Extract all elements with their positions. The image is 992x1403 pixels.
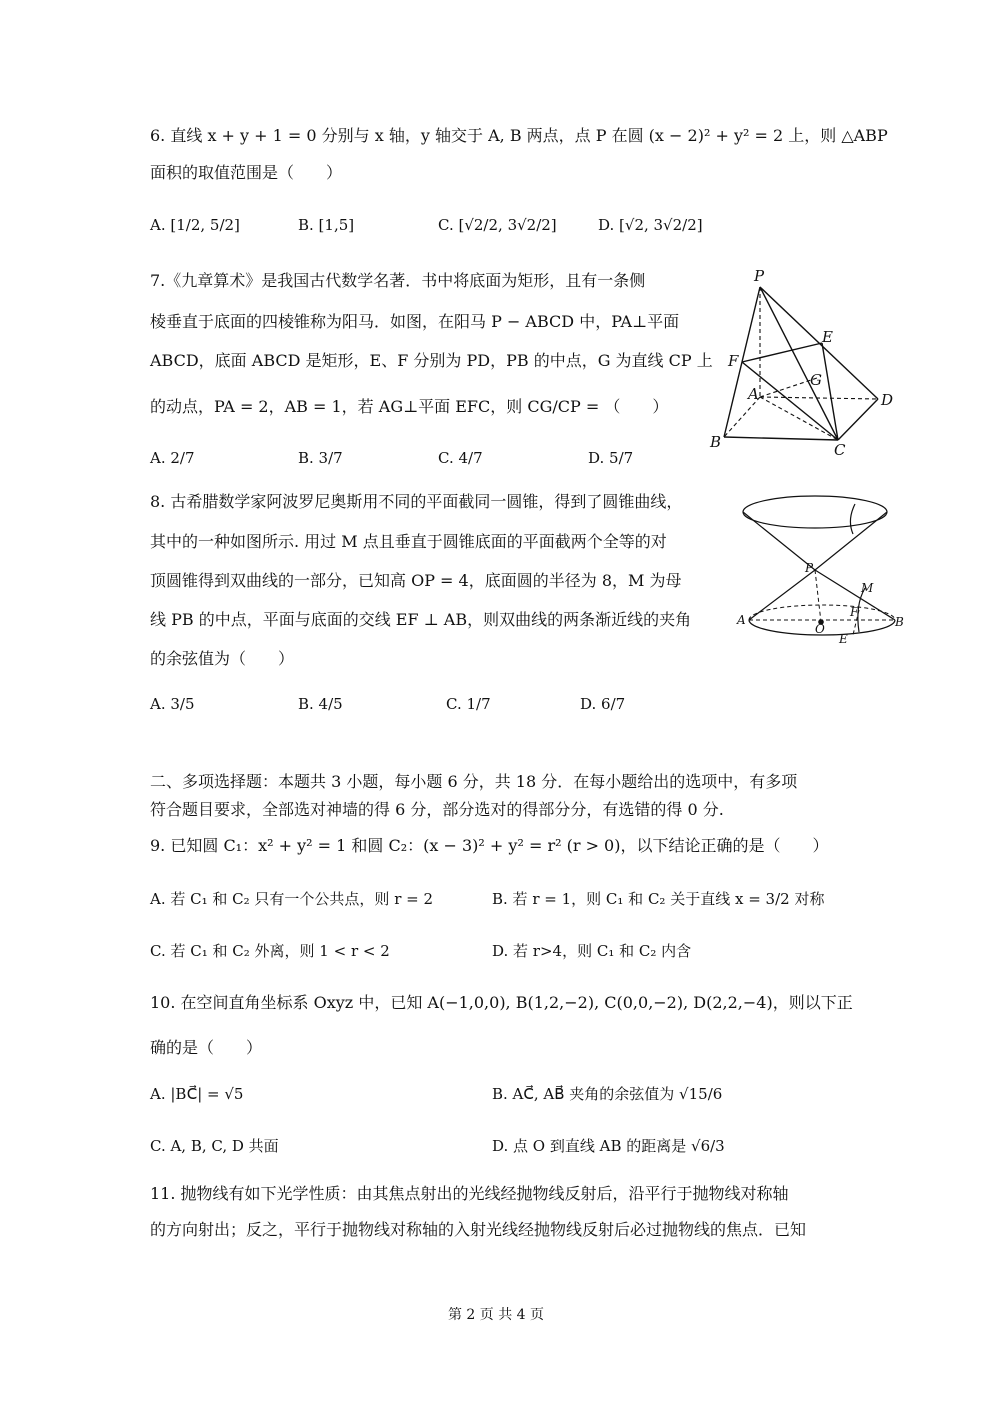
q7-option-d: D. 5/7 [588,449,634,467]
q7-label-a: A [748,385,759,403]
q7-line2: 棱垂直于底面的四棱锥称为阳马．如图，在阳马 P − ABCD 中，PA⊥平面 [150,312,680,331]
q8-line3: 顶圆锥得到双曲线的一部分，已知高 OP = 4，底面圆的半径为 8，M 为母 [150,571,682,590]
q8-label-p: P [805,561,814,575]
q8-label-e: E [839,632,848,646]
q6-line2: 面积的取值范围是（ ） [150,163,343,182]
q8-double-cone-figure [735,490,910,650]
q10-option-c: C. A, B, C, D 共面 [150,1137,279,1155]
q11-line1: 11. 抛物线有如下光学性质：由其焦点射出的光线经抛物线反射后，沿平行于抛物线对称轴 [150,1184,789,1203]
q10-option-b: B. AC⃗, AB⃗ 夹角的余弦值为 √15/6 [492,1085,723,1103]
q8-label-b: B [895,615,904,629]
q8-option-d: D. 6/7 [580,695,626,713]
q10-line2: 确的是（ ） [150,1038,263,1057]
q10-option-a: A. |BC⃗| = √5 [150,1085,244,1103]
q9-stem: 9. 已知圆 C₁：x² + y² = 1 和圆 C₂：(x − 3)² + y² = r² (r > 0)，以下结论正确的是（ ） [150,836,829,855]
q11-line2: 的方向射出；反之，平行于抛物线对称轴的入射光线经抛物线反射后必过抛物线的焦点．已知 [150,1220,807,1239]
q7-label-e: E [822,328,833,346]
q9-option-c: C. 若 C₁ 和 C₂ 外离，则 1 < r < 2 [150,942,390,960]
q8-option-c: C. 1/7 [446,695,491,713]
q7-option-c: C. 4/7 [438,449,483,467]
q8-label-a: A [737,613,746,627]
q7-label-c: C [834,441,846,459]
q6-option-c: C. [√2/2, 3√2/2] [438,216,557,234]
q10-line1: 10. 在空间直角坐标系 Oxyz 中，已知 A(−1,0,0), B(1,2,−2), C(0,0,−2), D(2,2,−4)，则以下正 [150,993,853,1012]
q9-option-a: A. 若 C₁ 和 C₂ 只有一个公共点，则 r = 2 [150,890,434,908]
q10-option-d: D. 点 O 到直线 AB 的距离是 √6/3 [492,1137,725,1155]
q8-line1: 8. 古希腊数学家阿波罗尼奥斯用不同的平面截同一圆锥，得到了圆锥曲线， [150,492,683,511]
q7-pyramid-figure [700,265,905,465]
q9-option-d: D. 若 r>4，则 C₁ 和 C₂ 内含 [492,942,692,960]
section2-line2: 符合题目要求，全部选对神墙的得 6 分，部分选对的得部分分，有选错的得 0 分. [150,800,724,819]
q7-label-g: G [810,371,822,389]
q7-line4: 的动点，PA = 2，AB = 1，若 AG⊥平面 EFC，则 CG/CP = （ ） [150,397,669,416]
q8-option-b: B. 4/5 [298,695,343,713]
q8-label-m: M [861,581,874,595]
q7-option-b: B. 3/7 [298,449,343,467]
q6-option-b: B. [1,5] [298,216,355,234]
q8-label-o: O [815,622,825,636]
q6-option-d: D. [√2, 3√2/2] [598,216,703,234]
q7-label-b: B [710,433,722,451]
q9-option-b: B. 若 r = 1，则 C₁ 和 C₂ 关于直线 x = 3/2 对称 [492,890,825,908]
q7-option-a: A. 2/7 [150,449,195,467]
q8-label-f: F [850,605,859,619]
page-footer: 第 2 页 共 4 页 [447,1307,545,1323]
q7-line1: 7.《九章算术》是我国古代数学名著．书中将底面为矩形，且有一条侧 [150,271,646,290]
q8-option-a: A. 3/5 [150,695,195,713]
q7-label-d: D [881,391,894,409]
q7-label-f: F [728,352,739,370]
q6-option-a: A. [1/2, 5/2] [150,216,240,234]
section2-line1: 二、多项选择题：本题共 3 小题，每小题 6 分，共 18 分．在每小题给出的选项中，有多项 [150,772,798,791]
q8-line5: 的余弦值为（ ） [150,649,295,668]
q7-label-p: P [754,267,765,285]
q8-line4: 线 PB 的中点，平面与底面的交线 EF ⊥ AB，则双曲线的两条渐近线的夹角 [150,610,692,629]
q8-line2: 其中的一种如图所示. 用过 M 点且垂直于圆锥底面的平面截两个全等的对 [150,532,667,551]
q7-line3: ABCD，底面 ABCD 是矩形，E、F 分别为 PD，PB 的中点，G 为直线 CP 上 [150,351,713,370]
q6-line1: 6. 直线 x + y + 1 = 0 分别与 x 轴，y 轴交于 A, B 两点，点 P 在圆 (x − 2)² + y² = 2 上，则 △ABP [150,126,888,145]
